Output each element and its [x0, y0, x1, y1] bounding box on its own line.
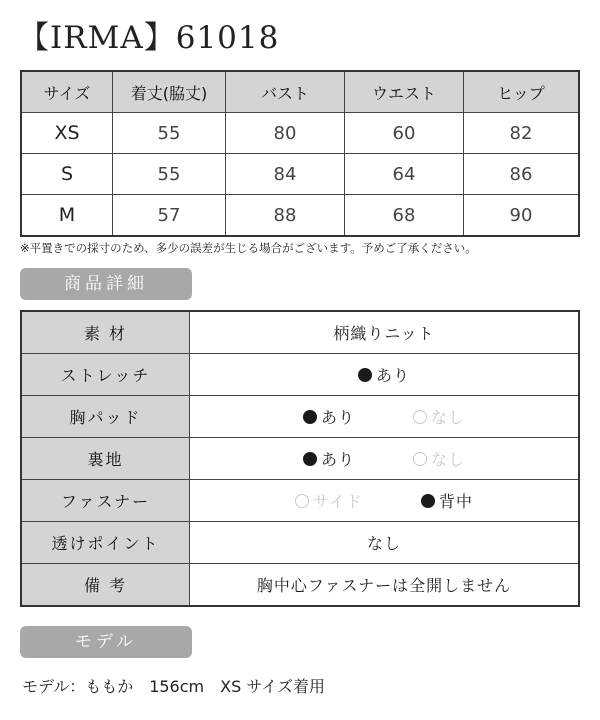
lining-yes-option [303, 447, 355, 470]
detail-row-material [21, 311, 579, 354]
table-row [21, 154, 579, 195]
size-table [20, 70, 580, 237]
filled-circle-icon [421, 494, 435, 508]
pad-yes-option [303, 405, 355, 428]
product-title: 【IRMA】61018 [18, 20, 280, 56]
detail-row-stretch [21, 354, 579, 396]
cell-size: S [21, 154, 113, 195]
cell-size: M [21, 195, 113, 237]
stretch-label: ストレッチ [21, 354, 190, 396]
empty-circle-icon [413, 452, 427, 466]
header-size: サイズ [21, 71, 113, 113]
measurement-note: ※平置きでの採寸のため、多少の誤差が生じる場合がございます。予めご了承ください。 [20, 241, 477, 255]
cell-waist: 64 [345, 154, 464, 195]
cell-length: 55 [113, 154, 226, 195]
lining-no-option [413, 447, 465, 470]
remarks-label: 備 考 [21, 564, 190, 607]
table-row [21, 113, 579, 154]
zipper-side-option [295, 489, 363, 512]
header-hip: ヒップ [464, 71, 580, 113]
cell-hip: 90 [464, 195, 580, 237]
cell-length: 57 [113, 195, 226, 237]
cell-waist: 60 [345, 113, 464, 154]
lining-yes-label: あり [320, 450, 355, 469]
pad-no-label: なし [431, 408, 466, 427]
material-label: 素 材 [21, 311, 190, 354]
stretch-yes-label: あり [375, 366, 410, 385]
pad-yes-label: あり [320, 408, 355, 427]
filled-circle-icon [358, 368, 372, 382]
header-waist: ウエスト [345, 71, 464, 113]
detail-row-sheer [21, 522, 579, 564]
cell-bust: 84 [226, 154, 345, 195]
cell-waist: 68 [345, 195, 464, 237]
model-info: モデル：ももか 156cm XS サイズ着用 [22, 677, 326, 696]
detail-row-lining [21, 438, 579, 480]
stretch-yes-option [358, 363, 410, 386]
remarks-value: 胸中心ファスナーは全開しません [190, 564, 580, 607]
lining-no-label: なし [431, 450, 466, 469]
pad-no-option [413, 405, 465, 428]
zipper-back-option [421, 489, 473, 512]
pad-label: 胸パッド [21, 396, 190, 438]
product-detail-heading: 商品詳細 [20, 268, 192, 300]
header-bust: バスト [226, 71, 345, 113]
table-row [21, 195, 579, 237]
cell-size: XS [21, 113, 113, 154]
cell-length: 55 [113, 113, 226, 154]
detail-row-pad [21, 396, 579, 438]
sheer-label: 透けポイント [21, 522, 190, 564]
lining-label: 裏地 [21, 438, 190, 480]
filled-circle-icon [303, 452, 317, 466]
detail-table [20, 310, 580, 607]
empty-circle-icon [413, 410, 427, 424]
cell-hip: 86 [464, 154, 580, 195]
cell-bust: 80 [226, 113, 345, 154]
model-heading: モデル [20, 626, 192, 658]
cell-bust: 88 [226, 195, 345, 237]
sheer-value: なし [190, 522, 580, 564]
cell-hip: 82 [464, 113, 580, 154]
empty-circle-icon [295, 494, 309, 508]
detail-row-zipper [21, 480, 579, 522]
detail-row-remarks [21, 564, 579, 607]
material-value: 柄織りニット [190, 311, 580, 354]
filled-circle-icon [303, 410, 317, 424]
size-table-header [21, 71, 579, 113]
zipper-label: ファスナー [21, 480, 190, 522]
header-length: 着丈(脇丈) [113, 71, 226, 113]
zipper-back-label: 背中 [438, 492, 473, 511]
zipper-side-label: サイド [313, 492, 363, 511]
